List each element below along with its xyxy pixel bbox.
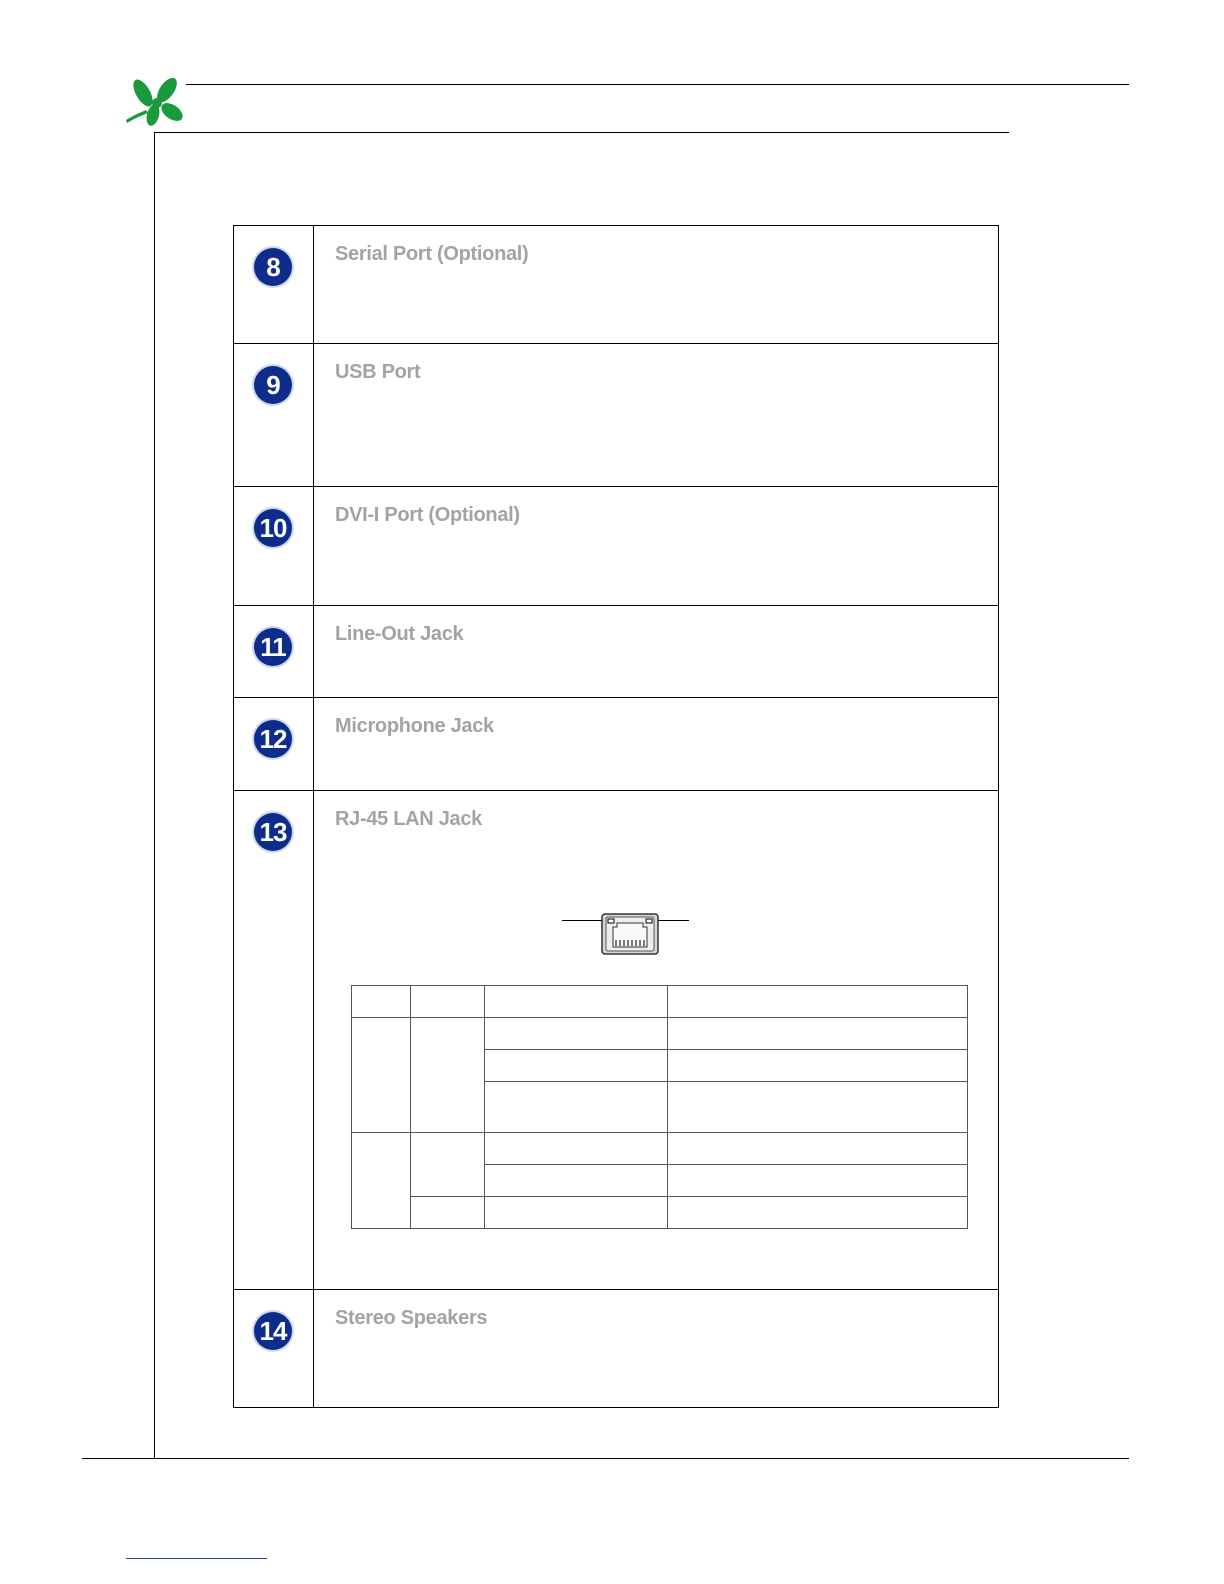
section-number-badge: 8	[254, 248, 292, 286]
content-top-rule	[155, 132, 1009, 133]
lan-led-table	[351, 985, 968, 1229]
table-row	[352, 1197, 968, 1229]
section-row	[234, 698, 999, 791]
section-row	[234, 487, 999, 606]
footer-link-underline	[126, 1558, 267, 1559]
section-number-badge: 9	[254, 366, 292, 404]
table-row	[352, 1018, 968, 1050]
section-number-badge: 11	[254, 628, 292, 666]
left-margin-rule	[154, 132, 155, 1459]
table-row	[352, 1133, 968, 1165]
rj45-figure	[314, 907, 998, 967]
section-number-badge: 13	[254, 813, 292, 851]
section-title: Serial Port (Optional)	[335, 243, 529, 265]
section-title: Microphone Jack	[335, 715, 494, 737]
footer-rule	[82, 1458, 1129, 1459]
section-title: RJ-45 LAN Jack	[335, 808, 482, 830]
section-number-badge: 12	[254, 720, 292, 758]
connector-table	[233, 225, 999, 1408]
section-number-badge: 10	[254, 509, 292, 547]
header-rule	[186, 84, 1129, 85]
section-title: USB Port	[335, 361, 421, 383]
section-number-badge: 14	[254, 1312, 292, 1350]
section-row	[234, 344, 999, 487]
section-row	[234, 606, 999, 698]
table-row	[352, 986, 968, 1018]
brand-logo-icon	[122, 74, 188, 130]
section-row	[234, 226, 999, 344]
section-row	[234, 1290, 999, 1408]
section-row	[234, 791, 999, 1290]
section-title: DVI-I Port (Optional)	[335, 504, 520, 526]
section-title: Stereo Speakers	[335, 1307, 488, 1329]
section-title: Line-Out Jack	[335, 623, 464, 645]
rj45-jack-icon	[601, 913, 659, 955]
